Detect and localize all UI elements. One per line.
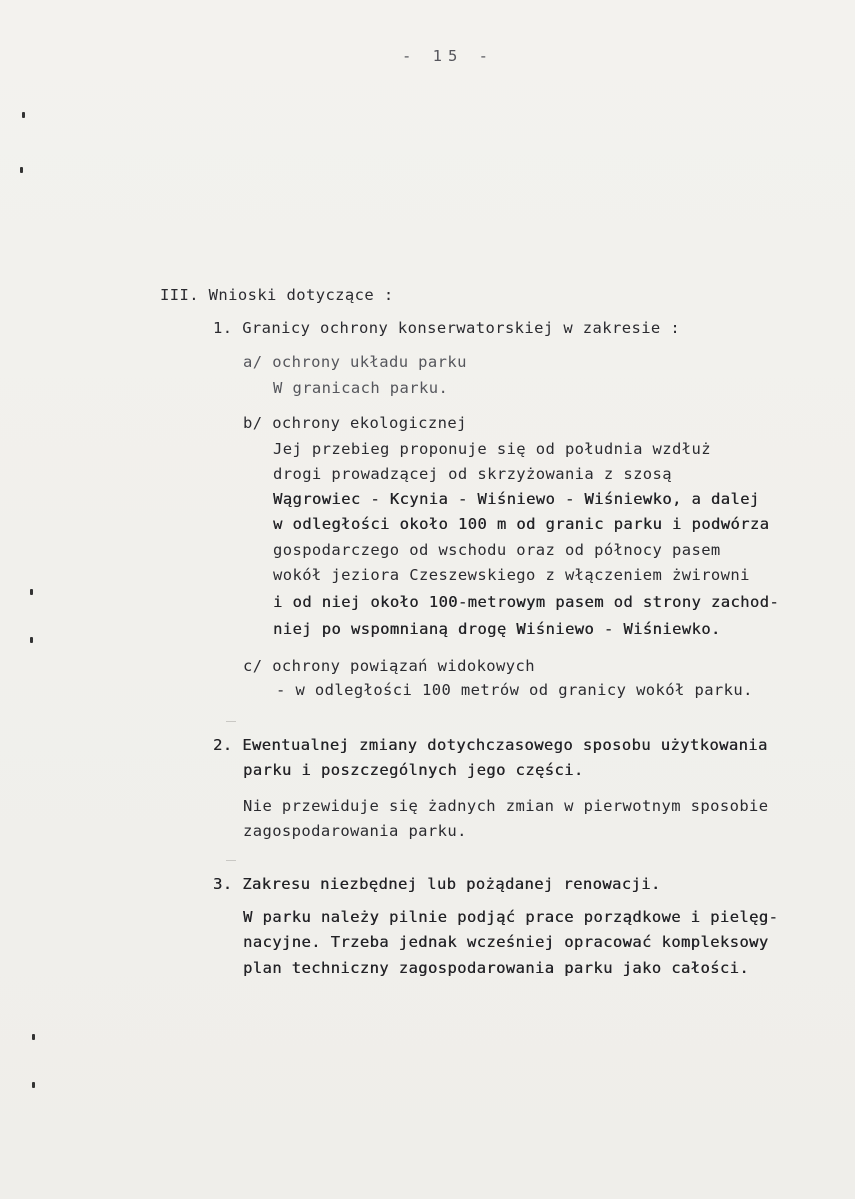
binder-mark [32, 1034, 35, 1040]
section3-text: plan techniczny zagospodarowania parku jako całości. [243, 959, 750, 977]
item-b-line: i od niej około 100-metrowym pasem od strony zachod- [273, 593, 780, 611]
section3-title: 3. Zakresu niezbędnej lub pożądanej renowacji. [213, 875, 661, 893]
item-b-line: Wągrowiec - Kcynia - Wiśniewo - Wiśniewko, a dalej [273, 490, 760, 508]
binder-mark [22, 112, 25, 118]
item-b-line: drogi prowadzącej od skrzyżowania z szosą [273, 465, 673, 483]
section3-text: nacyjne. Trzeba jednak wcześniej opracować kompleksowy [243, 933, 769, 951]
item-a-text: W granicach parku. [273, 379, 449, 397]
page-number: - 15 - [402, 47, 494, 65]
section2-text: zagospodarowania parku. [243, 822, 467, 840]
section1-title: 1. Granicy ochrony konserwatorskiej w zakresie : [213, 319, 681, 337]
section3-text: W parku należy pilnie podjąć prace porządkowe i pielęg- [243, 908, 779, 926]
faint-dash [226, 860, 236, 861]
item-a-title: a/ ochrony układu parku [243, 353, 467, 371]
section2-title: 2. Ewentualnej zmiany dotychczasowego sposobu użytkowania [213, 736, 768, 754]
item-c-text: - w odległości 100 metrów od granicy wokół parku. [276, 681, 753, 699]
binder-mark [32, 1082, 35, 1088]
item-b-line: wokół jeziora Czeszewskiego z włączeniem żwirowni [273, 566, 750, 584]
section2-text: Nie przewiduje się żadnych zmian w pierwotnym sposobie [243, 797, 769, 815]
item-b-title: b/ ochrony ekologicznej [243, 414, 467, 432]
item-b-line: w odległości około 100 m od granic parku i podwórza [273, 515, 770, 533]
item-c-title: c/ ochrony powiązań widokowych [243, 657, 535, 675]
item-b-line: gospodarczego od wschodu oraz od północy pasem [273, 541, 721, 559]
binder-mark [30, 637, 33, 643]
binder-mark [30, 589, 33, 595]
section-heading: III. Wnioski dotyczące : [160, 286, 394, 304]
section2-title-cont: parku i poszczególnych jego części. [243, 761, 584, 779]
binder-mark [20, 167, 23, 173]
item-b-line: Jej przebieg proponuje się od południa wzdłuż [273, 440, 711, 458]
faint-dash [226, 721, 236, 722]
item-b-line: niej po wspomnianą drogę Wiśniewo - Wiśniewko. [273, 620, 721, 638]
